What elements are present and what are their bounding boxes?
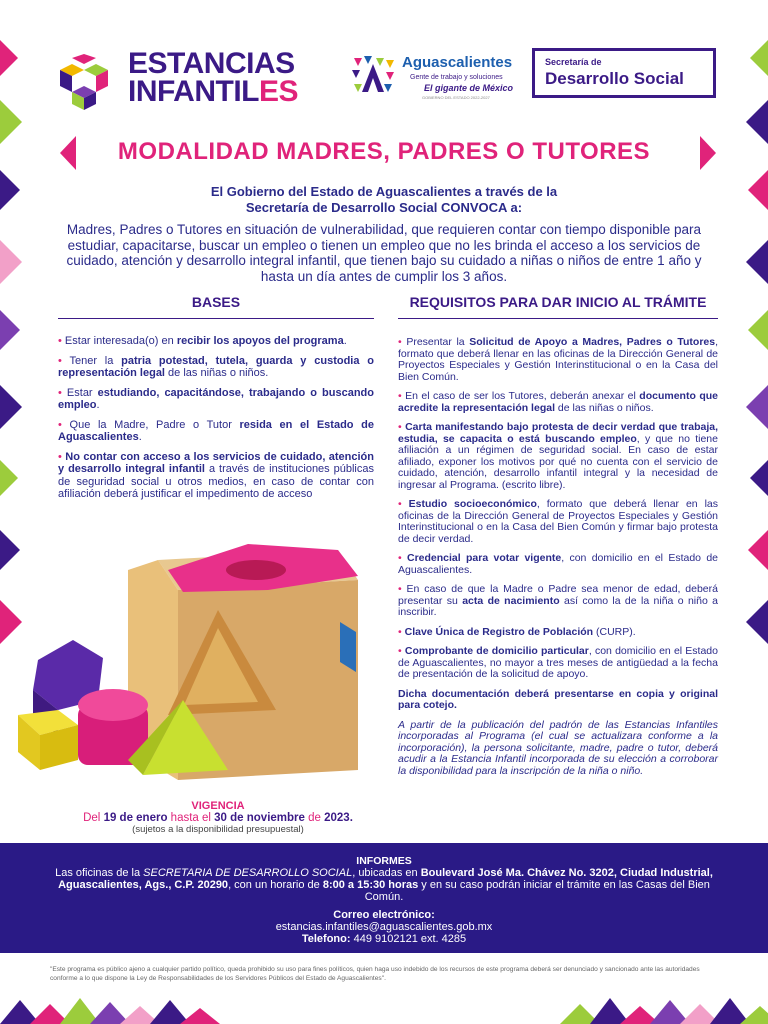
vigencia-dates: Del 19 de enero hasta el 30 de noviembre de 2023. <box>83 812 353 824</box>
list-item: • En caso de que la Madre o Padre sea menor de edad, deberá presentar su acta de nacimiento así como la de la niña o niño a inscribir. <box>398 583 718 618</box>
aguascalientes-title: Aguascalientes <box>402 54 513 71</box>
telephone: Telefono: 449 9102121 ext. 4285 <box>301 933 467 945</box>
vigencia-note: (sujetos a la disponibilidad presupuestal) <box>132 824 304 835</box>
page-title: MODALIDAD MADRES, PADRES O TUTORES <box>117 138 651 165</box>
email-link[interactable]: estancias.infantiles@aguascalientes.gob.mx <box>275 921 493 933</box>
list-item: • Comprobante de domicilio particular, con domicilio en el Estado de Aguascalientes, no mayor a tres meses de antigüedad a la fecha de presentación de la solicitud de apoyo. <box>398 645 718 680</box>
lead-paragraph: Madres, Padres o Tutores en situación de vulnerabilidad, que requieren contar con tiempo disponible para estudiar, capacitarse, buscar un empleo o tienen un empleo que no les brinda el acceso a los servicios de cuidado, atención y desarrollo integral infantil, que tienen bajo su cuidado a niñas o niños de entre 1 año y hasta un día antes de cumplir los 3 años. <box>66 222 702 284</box>
list-item: • Estar estudiando, capacitándose, trabajando o buscando empleo. <box>58 386 374 411</box>
bases-divider <box>58 318 374 319</box>
bases-heading: BASES <box>191 294 241 310</box>
vigencia-title: VIGENCIA <box>191 800 245 812</box>
list-item: • No contar con acceso a los servicios de cuidado, atención y desarrollo integral infantil a través de instituciones públicas de seguridad social u otros medios, en caso de contar con afiliación deberá justificar el impedimento de acceso <box>58 450 374 500</box>
sds-small-text: Secretaría de <box>545 57 602 67</box>
list-item: • Carta manifestando bajo protesta de decir verdad que trabaja, estudia, se capacita o está buscando empleo, y que no tiene afiliación a un régimen de seguridad social. En caso de estar afiliado, exponer los motivos por qué no cuenta con el servicio de cuidado, atención, desarrollo infantil integral y la necesidad de ingresar al Programa. (escrito libre). <box>398 421 718 491</box>
legal-disclaimer: "Este programa es público ajeno a cualquier partido político, queda prohibido su uso para fines políticos, quien haga uso indebido de los recursos de este programa deberá ser denunciado y sancionado ante las autoridades conforme a lo que dispone la Ley de Responsabilidades de los Servidores Públicos del Estado de Aguascalientes". <box>50 966 700 982</box>
informes-title: INFORMES <box>356 855 412 867</box>
title-right-arrow-icon <box>700 136 716 170</box>
sds-big-text: Desarrollo Social <box>545 69 684 88</box>
requisitos-italic-note: A partir de la publicación del padrón de las Estancias Infantiles incorporadas al Programa (el cual se actualizara conforme a la incorporación), la persona solicitante, madre, padre o tutor, deberá acudir a la Estancia Infantil incorporada de su elección a corroborar la disponibilidad para la inscripción de la niña o niño. <box>398 718 718 777</box>
secretaria-desarrollo-social-logo <box>532 48 716 98</box>
email-heading: Correo electrónico: <box>333 909 435 921</box>
informes-text: Las oficinas de la SECRETARIA DE DESARROLLO SOCIAL, ubicadas en Boulevard José Ma. Chávez No. 3202, Ciudad Industrial, Aguascalientes, Ags., C.P. 20290, con un horario de 8:00 a 15:30 horas y en su caso podrán iniciar el trámite en las Casas del Bien Común. <box>55 867 713 903</box>
requisitos-divider <box>398 318 718 319</box>
shape-sorter-toy-illustration <box>18 540 398 800</box>
estancias-logo-text: ESTANCIAS INFANTILES <box>128 47 299 108</box>
aguascalientes-small-print: GOBIERNO DEL ESTADO 2022-2027 <box>422 95 490 100</box>
aguascalientes-motto: El gigante de México <box>424 83 514 93</box>
requisitos-note: Dicha documentación deberá presentarse en copia y original para cotejo. <box>398 687 718 711</box>
bottom-decoration <box>0 994 768 1024</box>
list-item: • Presentar la Solicitud de Apoyo a Madres, Padres o Tutores, formato que deberá llenar en las oficinas de la Dirección General de Proyectos Especiales y Gestión Interinstitucional o en la Casa del Bien Común. <box>398 336 719 383</box>
aguascalientes-subtitle: Gente de trabajo y soluciones <box>410 74 503 81</box>
list-item: • Tener la patria potestad, tutela, guarda y custodia o representación legal de las niñas o niños. <box>58 354 374 379</box>
list-item: • Clave Única de Registro de Población (CURP). <box>398 625 636 638</box>
intro-heading: El Gobierno del Estado de Aguascalientes a través de la Secretaría de Desarrollo Social CONVOCA a: <box>210 184 558 215</box>
list-item: • Que la Madre, Padre o Tutor resida en el Estado de Aguascalientes. <box>58 418 375 443</box>
requisitos-list <box>398 337 718 785</box>
aguascalientes-logo <box>350 50 525 102</box>
bases-list <box>58 335 374 508</box>
list-item: • Estudio socioeconómico, formato que deberá llenar en las oficinas de la Dirección General de Proyectos Especiales y Gestión Interinstitucional o en la Casa del Bien Común y firmar bajo protesta de decir verdad. <box>398 498 718 545</box>
list-item: • Credencial para votar vigente, con domicilio en el Estado de Aguascalientes. <box>398 552 718 576</box>
list-item: • Estar interesada(o) en recibir los apoyos del programa. <box>58 335 347 347</box>
informes-band <box>0 843 768 953</box>
requisitos-heading: REQUISITOS PARA DAR INICIO AL TRÁMITE <box>409 294 707 310</box>
cube-logo-icon <box>58 54 110 110</box>
aguascalientes-a-icon <box>350 54 396 96</box>
list-item: • En el caso de ser los Tutores, deberán anexar el documento que acredite la representación legal de las niñas o niños. <box>398 390 718 414</box>
estancias-infantiles-logo <box>58 48 308 114</box>
vigencia-block <box>40 800 396 836</box>
